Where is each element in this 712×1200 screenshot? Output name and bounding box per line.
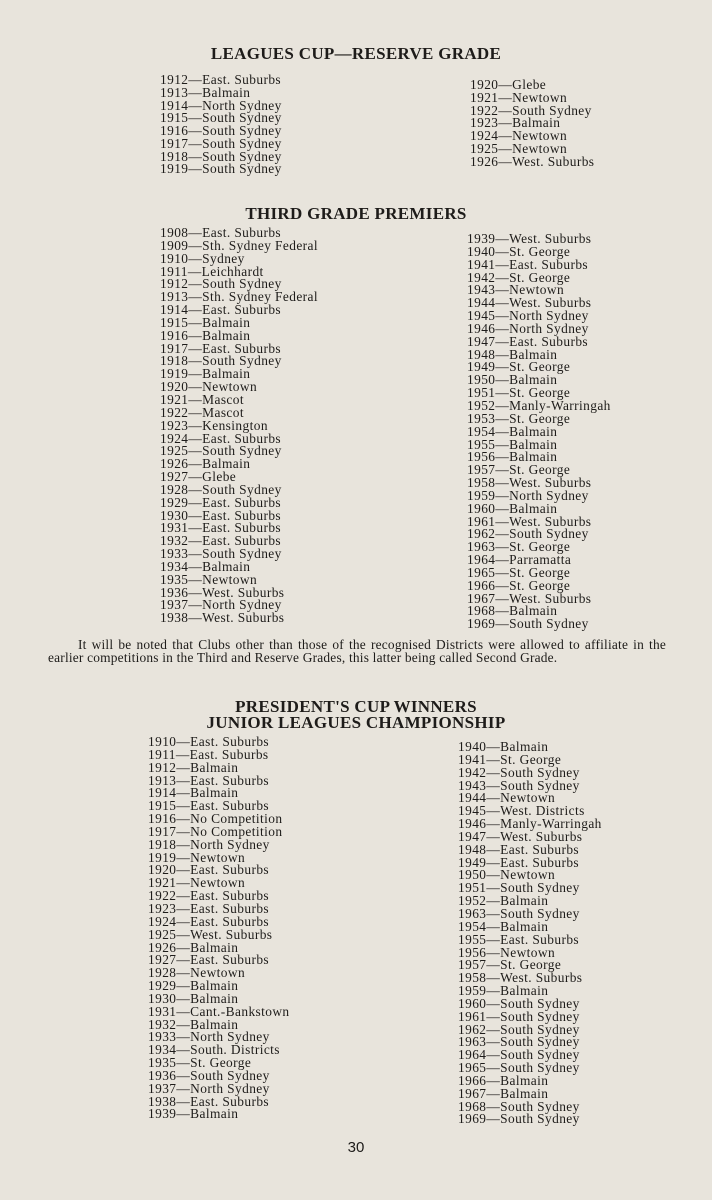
result-entry: 1945—North Sydney <box>467 308 589 324</box>
presidents-cup-left-column <box>148 736 290 1121</box>
result-entry: 1963—St. George <box>467 539 571 555</box>
result-entry: 1950—Balmain <box>467 372 558 388</box>
result-entry: 1961—West. Suburbs <box>467 513 592 529</box>
result-entry: 1959—Balmain <box>458 983 549 999</box>
result-entry: 1940—St. George <box>467 243 571 259</box>
leagues-cup-left-column <box>160 74 282 176</box>
result-entry: 1912—East. Suburbs <box>160 72 282 87</box>
result-entry: 1927—Glebe <box>160 469 237 485</box>
leagues-cup-right-column <box>470 79 594 168</box>
result-entry: 1914—Balmain <box>148 785 239 801</box>
result-entry: 1937—North Sydney <box>160 597 282 613</box>
result-entry: 1924—East. Suburbs <box>160 430 282 446</box>
result-entry: 1923—East. Suburbs <box>148 900 270 916</box>
result-entry: 1946—North Sydney <box>467 320 589 336</box>
result-entry: 1944—Newtown <box>458 790 556 806</box>
result-entry: 1919—Balmain <box>160 366 251 382</box>
leagues-cup-heading: LEAGUES CUP—RESERVE GRADE <box>210 44 502 63</box>
result-entry: 1948—Balmain <box>467 346 558 362</box>
result-entry: 1953—St. George <box>467 410 571 426</box>
result-entry: 1964—South Sydney <box>458 1047 580 1063</box>
result-entry: 1921—Newtown <box>470 89 568 105</box>
result-entry: 1941—East. Suburbs <box>467 256 589 272</box>
result-entry: 1931—Cant.-Bankstown <box>148 1003 290 1019</box>
result-entry: 1916—No Competition <box>148 811 283 827</box>
result-entry: 1952—Balmain <box>458 893 549 909</box>
result-entry: 1909—Sth. Sydney Federal <box>160 237 319 253</box>
result-entry: 1919—Newtown <box>148 849 246 865</box>
result-entry: 1959—North Sydney <box>467 487 589 503</box>
result-entry: 1956—Newtown <box>458 944 556 960</box>
result-entry: 1922—Mascot <box>160 404 244 420</box>
result-entry: 1945—West. Districts <box>458 803 585 819</box>
result-entry: 1964—Parramatta <box>467 552 572 568</box>
result-entry: 1926—Balmain <box>160 456 251 472</box>
result-entry: 1954—Balmain <box>458 918 549 934</box>
page-number: 30 <box>347 1139 365 1156</box>
result-entry: 1951—South Sydney <box>458 880 580 896</box>
result-entry: 1965—St. George <box>467 564 571 580</box>
result-entry: 1960—South Sydney <box>458 995 580 1011</box>
result-entry: 1925—West. Suburbs <box>148 926 273 942</box>
result-entry: 1969—South Sydney <box>458 1111 580 1127</box>
result-entry: 1923—Balmain <box>470 115 561 131</box>
result-entry: 1954—Balmain <box>467 423 558 439</box>
result-entry: 1937—North Sydney <box>148 1080 270 1096</box>
result-entry: 1935—St. George <box>148 1055 252 1071</box>
third-grade-heading: THIRD GRADE PREMIERS <box>245 204 467 223</box>
result-entry: 1952—Manly-Warringah <box>467 397 611 413</box>
result-entry: 1922—South Sydney <box>470 102 592 118</box>
result-entry: 1955—Balmain <box>467 436 558 452</box>
result-entry: 1915—Balmain <box>160 314 251 330</box>
result-entry: 1933—North Sydney <box>148 1029 270 1045</box>
result-entry: 1913—East. Suburbs <box>148 772 270 788</box>
result-entry: 1941—St. George <box>458 751 562 767</box>
third-grade-right-column <box>467 233 611 631</box>
result-entry: 1918—South Sydney <box>160 148 282 164</box>
result-entry: 1940—Balmain <box>458 739 549 754</box>
result-entry: 1908—East. Suburbs <box>160 225 282 240</box>
result-entry: 1935—Newtown <box>160 571 258 587</box>
result-entry: 1920—East. Suburbs <box>148 862 270 878</box>
result-entry: 1928—South Sydney <box>160 481 282 497</box>
result-entry: 1939—West. Suburbs <box>467 231 592 246</box>
result-entry: 1966—Balmain <box>458 1072 549 1088</box>
result-entry: 1913—Balmain <box>160 84 251 100</box>
result-entry: 1917—South Sydney <box>160 135 282 151</box>
result-entry: 1925—Newtown <box>470 140 568 156</box>
result-entry: 1916—South Sydney <box>160 123 282 138</box>
result-entry: 1926—Balmain <box>148 939 239 955</box>
result-entry: 1967—West. Suburbs <box>467 590 592 606</box>
result-entry: 1911—East. Suburbs <box>148 746 269 762</box>
result-entry: 1929—Balmain <box>148 978 239 994</box>
result-entry: 1910—East. Suburbs <box>148 734 270 749</box>
result-entry: 1922—East. Suburbs <box>148 888 270 904</box>
result-entry: 1916—Balmain <box>160 327 251 343</box>
result-entry: 1931—East. Suburbs <box>160 520 282 536</box>
result-entry: 1910—Sydney <box>160 250 245 266</box>
result-entry: 1957—St. George <box>467 462 571 478</box>
result-entry: 1938—East. Suburbs <box>148 1093 270 1109</box>
result-entry: 1958—West. Suburbs <box>458 970 583 986</box>
result-entry: 1968—Balmain <box>467 603 558 619</box>
result-entry: 1963—South Sydney <box>458 905 580 921</box>
result-entry: 1967—Balmain <box>458 1085 549 1101</box>
result-entry: 1966—St. George <box>467 577 571 593</box>
result-entry: 1960—Balmain <box>467 500 558 516</box>
result-entry: 1921—Mascot <box>160 391 244 407</box>
result-entry: 1920—Newtown <box>160 379 258 395</box>
result-entry: 1921—Newtown <box>148 875 246 891</box>
result-entry: 1939—Balmain <box>148 1106 239 1122</box>
result-entry: 1924—East. Suburbs <box>148 913 270 929</box>
result-entry: 1911—Leichhardt <box>160 263 264 279</box>
presidents-cup-heading: PRESIDENT'S CUP WINNERS <box>235 697 477 716</box>
result-entry: 1942—St. George <box>467 269 571 285</box>
result-entry: 1962—South Sydney <box>467 526 589 542</box>
result-entry: 1942—South Sydney <box>458 764 580 780</box>
result-entry: 1912—South Sydney <box>160 276 282 292</box>
result-entry: 1930—Balmain <box>148 990 239 1006</box>
result-entry: 1948—East. Suburbs <box>458 841 580 857</box>
result-entry: 1915—South Sydney <box>160 110 282 126</box>
result-entry: 1955—East. Suburbs <box>458 931 580 947</box>
junior-leagues-heading: JUNIOR LEAGUES CHAMPIONSHIP <box>206 713 506 732</box>
result-entry: 1969—South Sydney <box>467 616 589 632</box>
affiliation-note: It will be noted that Clubs other than those of the recognised Districts were allowed to affiliate in the earlier competitions in the Third and Reserve Grades, this latter being called Second Grade. <box>48 637 666 665</box>
result-entry: 1929—East. Suburbs <box>160 494 282 510</box>
result-entry: 1958—West. Suburbs <box>467 475 592 491</box>
result-entry: 1947—East. Suburbs <box>467 333 589 349</box>
result-entry: 1949—East. Suburbs <box>458 854 580 870</box>
result-entry: 1919—South Sydney <box>160 161 282 177</box>
result-entry: 1915—East. Suburbs <box>148 798 270 814</box>
result-entry: 1947—West. Suburbs <box>458 828 583 844</box>
result-entry: 1943—Newtown <box>467 282 565 298</box>
result-entry: 1936—West. Suburbs <box>160 584 285 600</box>
result-entry: 1932—East. Suburbs <box>160 533 282 549</box>
result-entry: 1913—Sth. Sydney Federal <box>160 289 319 305</box>
result-entry: 1965—South Sydney <box>458 1060 580 1076</box>
result-entry: 1925—South Sydney <box>160 443 282 459</box>
result-entry: 1918—North Sydney <box>148 836 270 852</box>
result-entry: 1962—South Sydney <box>458 1021 580 1037</box>
result-entry: 1932—Balmain <box>148 1016 239 1032</box>
result-entry: 1923—Kensington <box>160 417 268 433</box>
result-entry: 1943—South Sydney <box>458 777 580 793</box>
result-entry: 1968—South Sydney <box>458 1098 580 1114</box>
result-entry: 1914—East. Suburbs <box>160 302 282 318</box>
result-entry: 1963—South Sydney <box>458 1034 580 1050</box>
result-entry: 1930—East. Suburbs <box>160 507 282 523</box>
result-entry: 1912—Balmain <box>148 759 239 775</box>
result-entry: 1914—North Sydney <box>160 97 282 113</box>
result-entry: 1928—Newtown <box>148 965 246 981</box>
result-entry: 1957—St. George <box>458 957 562 973</box>
result-entry: 1961—South Sydney <box>458 1008 580 1024</box>
result-entry: 1946—Manly-Warringah <box>458 816 602 832</box>
result-entry: 1917—No Competition <box>148 823 283 839</box>
result-entry: 1927—East. Suburbs <box>148 952 270 968</box>
result-entry: 1917—East. Suburbs <box>160 340 282 356</box>
result-entry: 1920—Glebe <box>470 77 547 92</box>
result-entry: 1944—West. Suburbs <box>467 295 592 311</box>
result-entry: 1951—St. George <box>467 385 571 401</box>
result-entry: 1936—South Sydney <box>148 1067 270 1083</box>
result-entry: 1933—South Sydney <box>160 546 282 562</box>
result-entry: 1938—West. Suburbs <box>160 610 285 626</box>
result-entry: 1934—South. Districts <box>148 1042 280 1058</box>
result-entry: 1956—Balmain <box>467 449 558 465</box>
result-entry: 1926—West. Suburbs <box>470 153 595 169</box>
presidents-cup-right-column <box>458 741 602 1126</box>
third-grade-left-column <box>160 227 318 625</box>
result-entry: 1924—Newtown <box>470 128 568 143</box>
result-entry: 1950—Newtown <box>458 867 556 883</box>
result-entry: 1949—St. George <box>467 359 571 375</box>
result-entry: 1934—Balmain <box>160 558 251 574</box>
result-entry: 1918—South Sydney <box>160 353 282 369</box>
